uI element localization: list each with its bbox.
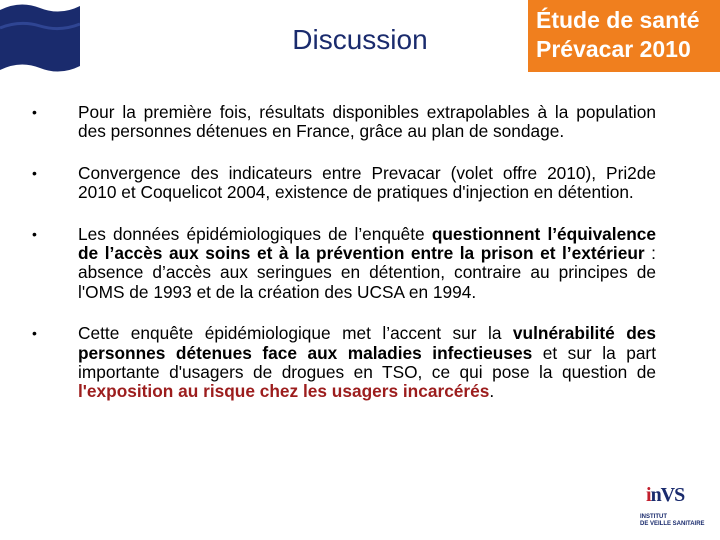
bullet-emphasis: questionnent l’équivalence de l’accès aux soins et à la prévention entre la prison et l’extérieur — [78, 223, 656, 264]
brand-banner — [528, 0, 720, 72]
brand-line-1: Étude de santé — [536, 7, 700, 33]
bullet-text: Pour la première fois, résultats disponibles extrapolables à la population des personnes détenues en France, grâce au plan de sondage. — [78, 102, 656, 142]
bullet-item-2 — [32, 164, 656, 203]
bullet-highlight: l'exposition au risque chez les usagers incarcérés — [78, 381, 490, 402]
bullet-symbol: • — [32, 104, 37, 120]
bullet-emphasis: vulnérabilité des personnes détenues face aux maladies infectieuses — [78, 323, 656, 363]
page-title: Discussion — [292, 24, 428, 55]
bullet-item-4 — [32, 324, 656, 402]
bullet-symbol: • — [32, 164, 37, 181]
bullet-text: Les données épidémiologiques de l’enquête — [78, 223, 432, 244]
brand-line-2: Prévacar 2010 — [536, 36, 691, 62]
bullet-symbol: • — [32, 225, 37, 242]
invs-logo-text: INSTITUT DE VEILLE SANITAIRE — [640, 514, 705, 527]
bullet-list — [32, 103, 656, 424]
bullet-symbol: • — [32, 325, 37, 342]
bullet-text: Convergence des indicateurs entre Prevacar (volet offre 2010), Pri2de 2010 et Coquelicot 2004, existence de pratiques d'injection en détention. — [78, 162, 656, 203]
bullet-text: Cette enquête épidémiologique met l’accent sur la — [78, 323, 513, 344]
flag-logo — [0, 0, 80, 82]
bullet-text: et sur la part importante d'usagers de drogues en TSO, ce qui pose la question de — [78, 342, 656, 383]
bullet-item-3 — [32, 225, 656, 303]
bullet-text: . — [489, 381, 495, 402]
bullet-item-1 — [32, 103, 656, 142]
invs-logo-mark: inVS — [646, 484, 685, 506]
bullet-text: : absence d’accès aux seringues en détention, contraire au principes de l'OMS de 1993 et de la création des UCSA en 1994. — [78, 243, 656, 302]
invs-logo — [638, 484, 718, 540]
